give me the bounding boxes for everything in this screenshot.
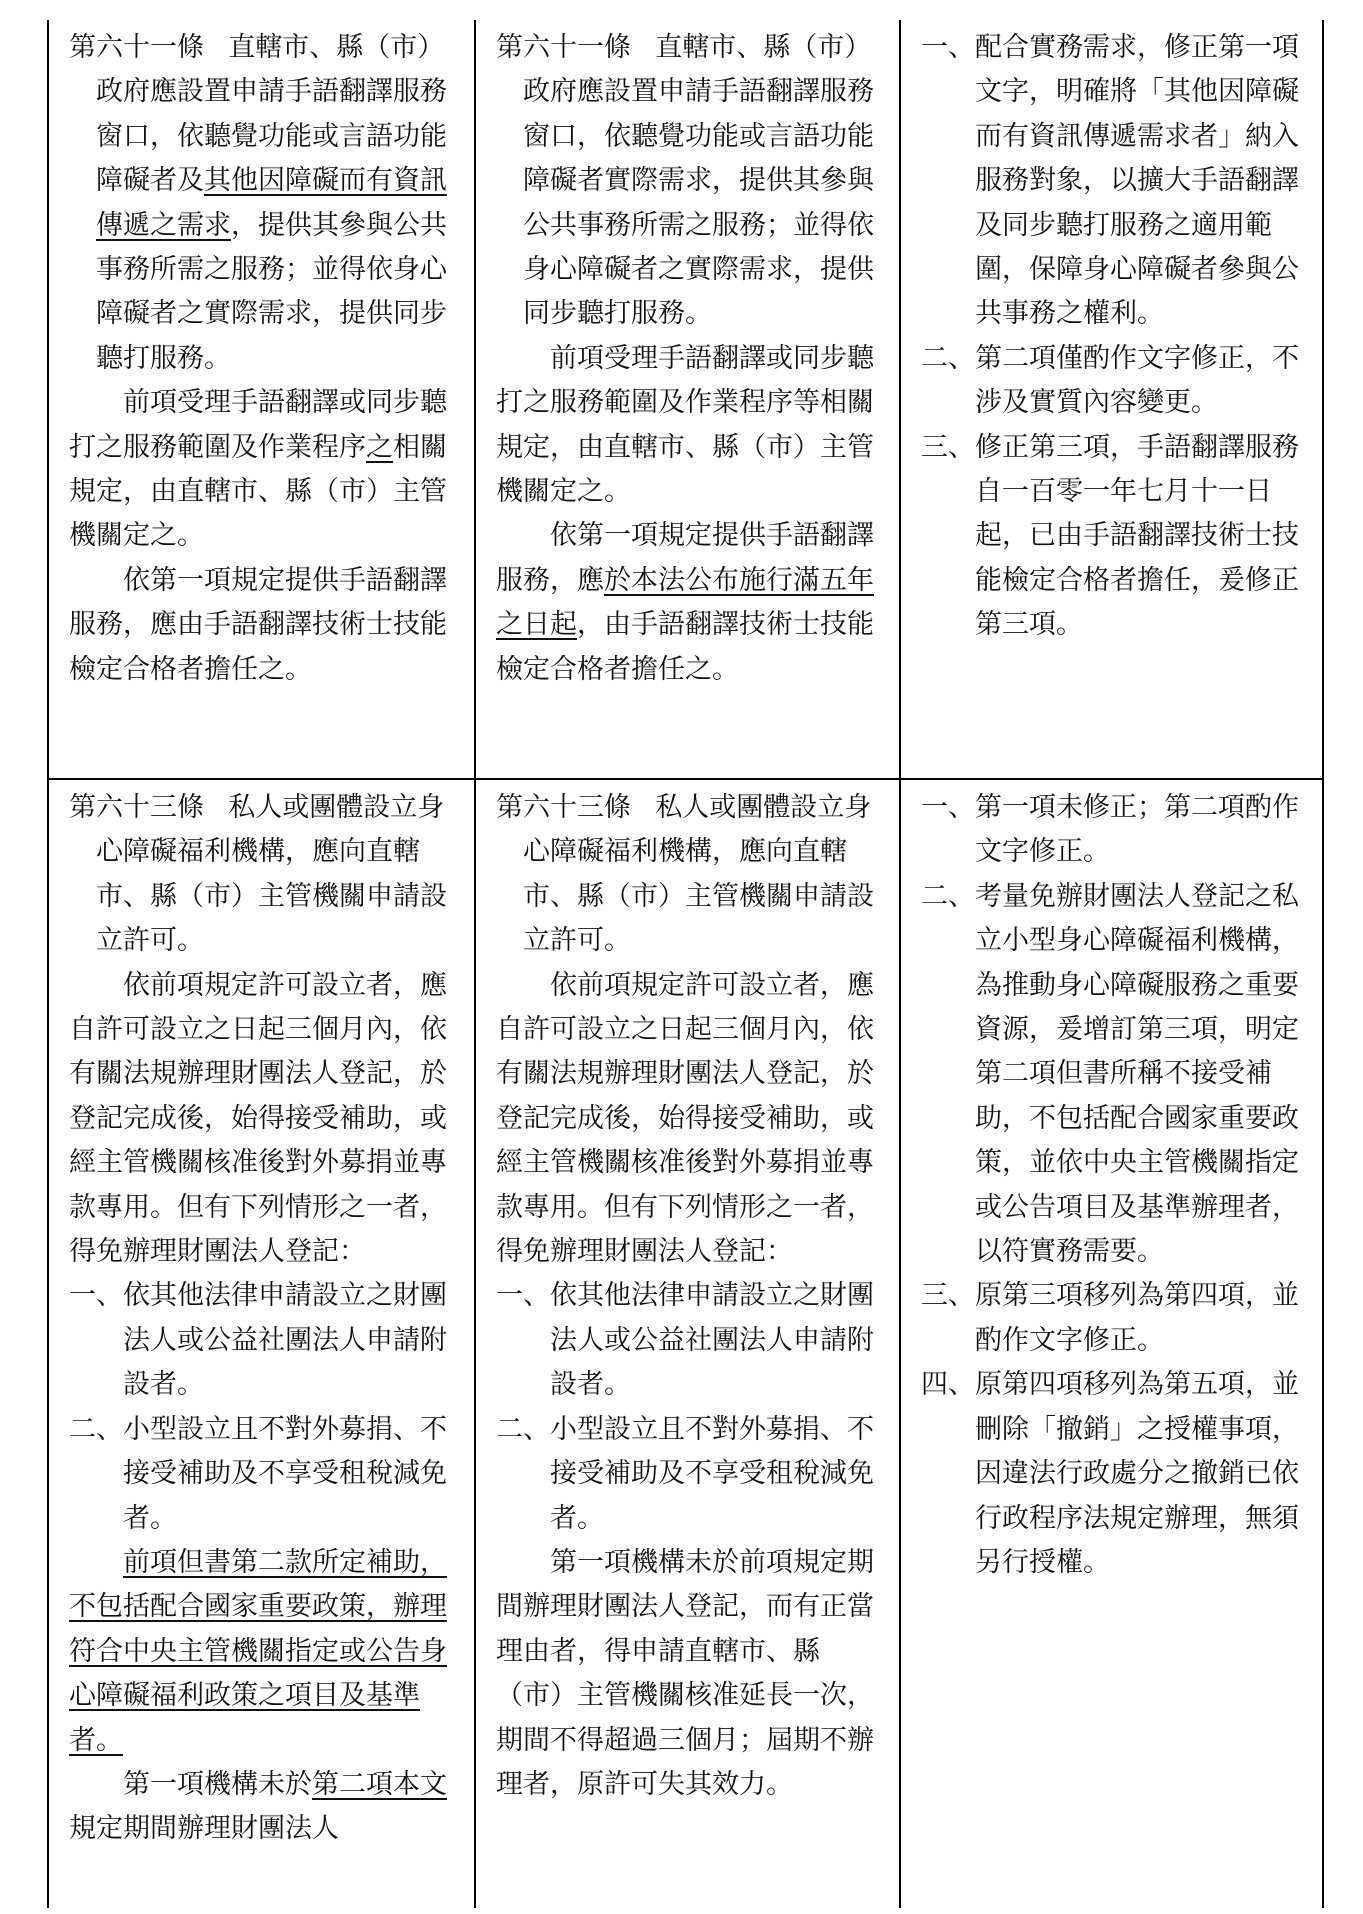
- amended-underline: 之: [366, 431, 393, 463]
- table-row: [48, 779, 1323, 1908]
- list-item: 一、依其他法律申請設立之財團法人或公益社團法人申請附設者。: [496, 1280, 874, 1401]
- explanation-item: 三、原第三項移列為第四項，並酌作文字修正。: [921, 1280, 1299, 1356]
- explanation-item: 二、考量免辦財團法人登記之私立小型身心障礙福利機構，為推動身心障礙服務之重要資源，爰增訂第三項，明定第二項但書所稱不接受補助，不包括配合國家重要政策，並依中央主管機關指定或公告項目及基準辦理者，以符實務需要。: [921, 880, 1299, 1268]
- explanation-item: 二、第二項僅酌作文字修正，不涉及實質內容變更。: [921, 342, 1299, 419]
- article-number: 第六十一條: [69, 32, 204, 63]
- article-number: 第六十一條: [496, 32, 631, 63]
- article-paragraph: 前項受理手語翻譯或同步聽打之服務範圍及作業程序之相關規定，由直轄市、縣（市）主管機關定之。: [69, 387, 447, 552]
- list-item: 一、依其他法律申請設立之財團法人或公益社團法人申請附設者。: [69, 1280, 447, 1401]
- article-paragraph: 前項受理手語翻譯或同步聽打之服務範圍及作業程序等相關規定，由直轄市、縣（市）主管機關定之。: [496, 342, 874, 508]
- explanation-cell: [900, 779, 1323, 1908]
- article-paragraph: 依第一項規定提供手語翻譯服務，應於本法公布施行滿五年之日起，由手語翻譯技術士技能檢定合格者擔任之。: [496, 520, 874, 685]
- explanation-item: 一、第一項未修正；第二項酌作文字修正。: [921, 792, 1299, 868]
- explanation-item: 四、原第四項移列為第五項，並刪除「撤銷」之授權事項，因違法行政處分之撤銷已依行政程序法規定辦理，無須另行授權。: [921, 1369, 1299, 1578]
- article-paragraph: 第六十一條 直轄市、縣（市）政府應設置申請手語翻譯服務窗口，依聽覺功能或言語功能障礙者及其他因障礙而有資訊傳遞之需求，提供其參與公共事務所需之服務；並得依身心障礙者之實際需求，提供同步聽打服務。: [69, 32, 447, 374]
- amended-underline: 第二項本文: [312, 1768, 447, 1800]
- article-paragraph: 第一項機構未於第二項本文規定期間辦理財團法人: [69, 1768, 447, 1845]
- article-paragraph: 依前項規定許可設立者，應自許可設立之日起三個月內，依有關法規辦理財團法人登記，於登記完成後，始得接受補助，或經主管機關核准後對外募捐並專款專用。但有下列情形之一者，得免辦理財團法人登記：: [496, 969, 874, 1268]
- article-paragraph: 依第一項規定提供手語翻譯服務，應由手語翻譯技術士技能檢定合格者擔任之。: [69, 564, 447, 685]
- amended-underline: 前項但書第二款所定補助，不包括配合國家重要政策，辦理符合中央主管機關指定或公告身心障礙福利政策之項目及基準者。: [69, 1546, 447, 1756]
- amended-text-cell: [48, 20, 475, 779]
- article-number: 第六十三條: [69, 792, 204, 823]
- explanation-cell: [900, 20, 1323, 779]
- article-paragraph: 第六十三條 私人或團體設立身心障礙福利機構，應向直轄市、縣（市）主管機關申請設立許可。: [69, 792, 447, 957]
- article-paragraph: 第一項機構未於前項規定期間辦理財團法人登記，而有正當理由者，得申請直轄市、縣（市）主管機關核准延長一次，期間不得超過三個月；屆期不辦理者，原許可失其效力。: [496, 1546, 874, 1800]
- current-text-cell: [475, 20, 900, 779]
- table-row: [48, 20, 1323, 779]
- explanation-item: 一、配合實務需求，修正第一項文字，明確將「其他因障礙而有資訊傳遞需求者」納入服務對象，以擴大手語翻譯及同步聽打服務之適用範圍，保障身心障礙者參與公共事務之權利。: [921, 32, 1299, 330]
- current-underline: 於本法公布施行滿五年之日起: [496, 564, 874, 641]
- amendment-comparison-table: [47, 20, 1324, 1908]
- article-paragraph: 第六十一條 直轄市、縣（市）政府應設置申請手語翻譯服務窗口，依聽覺功能或言語功能障礙者實際需求，提供其參與公共事務所需之服務；並得依身心障礙者之實際需求，提供同步聽打服務。: [496, 32, 874, 330]
- current-text-cell: [475, 779, 900, 1908]
- amended-text-cell: [48, 779, 475, 1908]
- list-item: 二、小型設立且不對外募捐、不接受補助及不享受租稅減免者。: [496, 1413, 874, 1534]
- article-paragraph: [69, 1541, 456, 1763]
- article-number: 第六十三條: [496, 792, 631, 823]
- amended-underline: 其他因障礙而有資訊傳遞之需求: [96, 165, 447, 241]
- explanation-item: 三、修正第三項，手語翻譯服務自一百零一年七月十一日起，已由手語翻譯技術士技能檢定合格者擔任，爰修正第三項。: [921, 431, 1299, 641]
- article-paragraph: 第六十三條 私人或團體設立身心障礙福利機構，應向直轄市、縣（市）主管機關申請設立許可。: [496, 792, 874, 957]
- article-paragraph: 依前項規定許可設立者，應自許可設立之日起三個月內，依有關法規辦理財團法人登記，於登記完成後，始得接受補助，或經主管機關核准後對外募捐並專款專用。但有下列情形之一者，得免辦理財團法人登記：: [69, 969, 447, 1268]
- list-item: 二、小型設立且不對外募捐、不接受補助及不享受租稅減免者。: [69, 1413, 447, 1534]
